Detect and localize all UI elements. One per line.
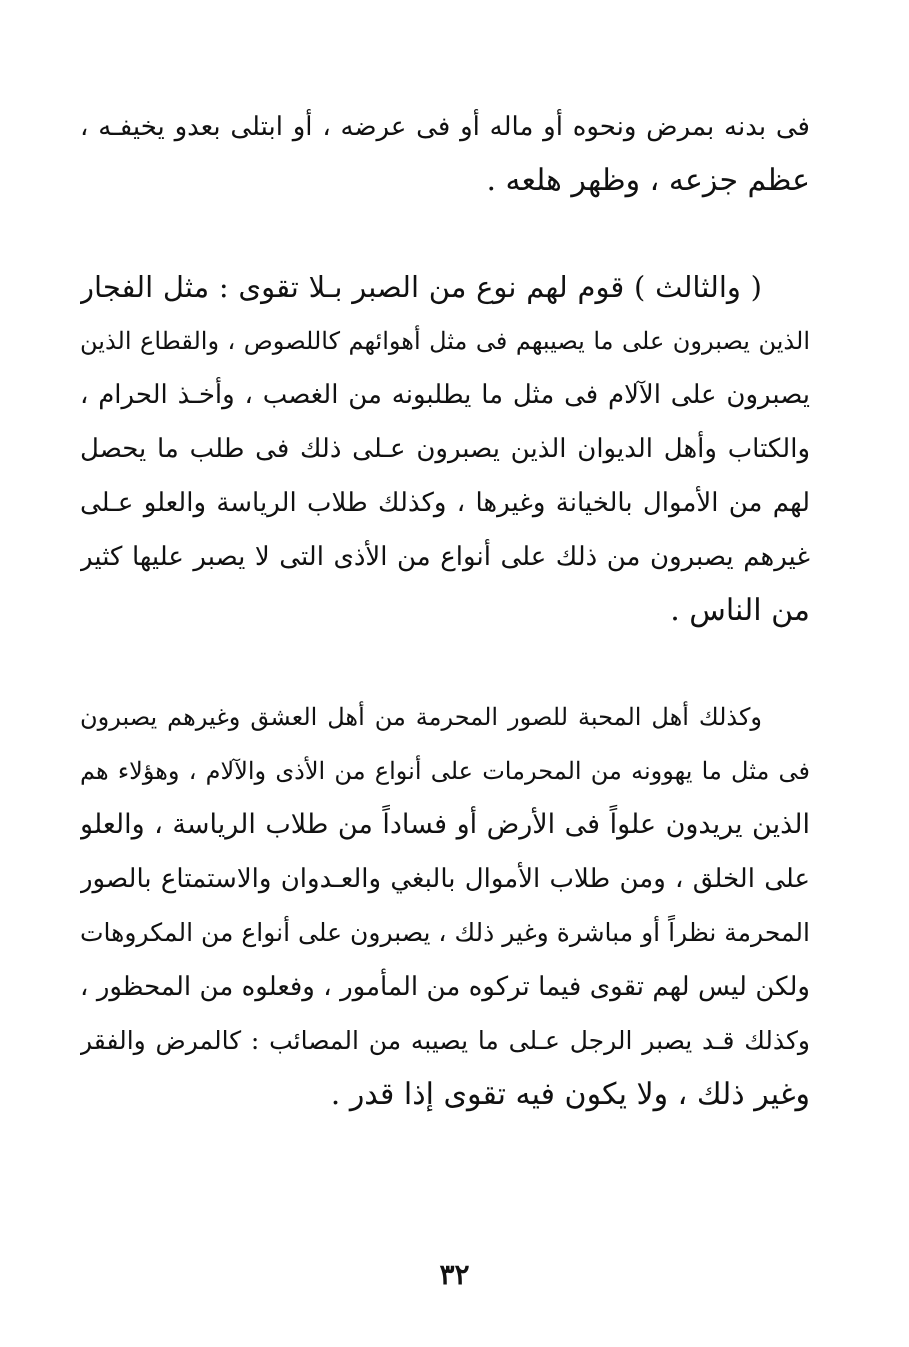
text-line: ( والثالث ) قوم لهم نوع من الصبر بـلا تقوى : مثل الفجار <box>80 270 762 304</box>
text-line: المحرمة نظراً أو مباشرة وغير ذلك ، يصبرون على أنواع من المكروهات <box>80 918 810 947</box>
text-line: فى مثل ما يهوونه من المحرمات على أنواع من الأذى والآلام ، وهؤلاء هم <box>80 757 810 785</box>
text-line: من الناس . <box>670 593 810 628</box>
page-number: ٣٢ <box>439 1258 470 1291</box>
text-line: فى بدنه بمرض ونحوه أو ماله أو فى عرضه ، أو ابتلى بعدو يخيفـه ، <box>80 112 810 142</box>
text-line: ولكن ليس لهم تقوى فيما تركوه من المأمور ، وفعلوه من المحظور ، <box>80 972 810 1002</box>
text-line: الذين يصبرون على ما يصيبهم فى مثل أهوائهم كاللصوص ، والقطاع الذين <box>80 327 810 355</box>
paragraph-1 <box>80 100 810 208</box>
text-line: وكذلك قـد يصبر الرجل عـلى ما يصيبه من المصائب : كالمرض والفقر <box>80 1026 810 1055</box>
text-line: وكذلك أهل المحبة للصور المحرمة من أهل العشق وغيرهم يصبرون <box>80 703 762 731</box>
text-line: عظم جزعه ، وظهر هلعه . <box>486 163 810 198</box>
paragraph-2 <box>80 260 810 638</box>
text-line: وغير ذلك ، ولا يكون فيه تقوى إذا قدر . <box>330 1077 810 1112</box>
text-line: يصبرون على الآلام فى مثل ما يطلبونه من الغصب ، وأخـذ الحرام ، <box>80 380 810 410</box>
text-line: والكتاب وأهل الديوان الذين يصبرون عـلى ذلك فى طلب ما يحصل <box>80 434 810 464</box>
text-line: الذين يريدون علواً فى الأرض أو فساداً من طلاب الرياسة ، والعلو <box>80 809 810 840</box>
text-line: غيرهم يصبرون من ذلك على أنواع من الأذى التى لا يصبر عليها كثير <box>80 542 810 572</box>
text-line: على الخلق ، ومن طلاب الأموال بالبغي والعـدوان والاستمتاع بالصور <box>80 864 810 894</box>
page-body <box>80 100 810 1122</box>
text-line: لهم من الأموال بالخيانة وغيرها ، وكذلك طلاب الرياسة والعلو عـلى <box>80 488 810 518</box>
paragraph-3 <box>80 690 810 1122</box>
